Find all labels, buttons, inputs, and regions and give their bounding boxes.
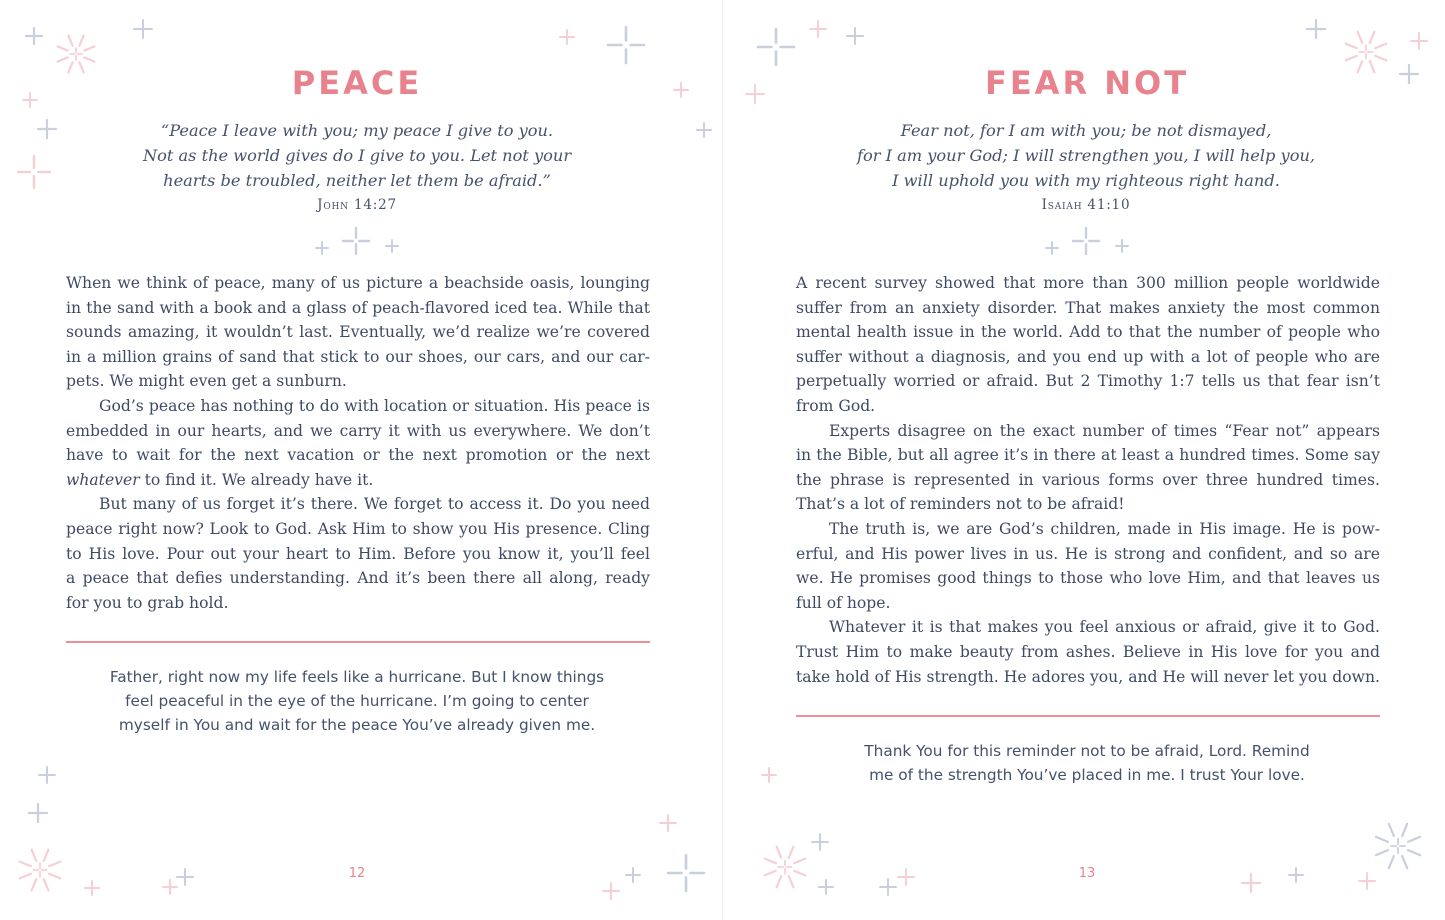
body-line — [66, 468, 650, 493]
body-line: erful, and His power lives in us. He is strong and confident, and so are — [796, 544, 1380, 563]
body-line: from God. — [796, 396, 876, 415]
body-line: mental health issue in the world. Add to that the number of people who — [796, 323, 1380, 342]
prayer-line: me of the strength You’ve placed in me. I trust Your love. — [869, 766, 1305, 784]
body-line: for you to grab hold. — [66, 593, 229, 612]
body-line: perpetually worried or afraid. But 2 Timothy 1:7 tells us that fear isn’t — [796, 372, 1380, 391]
body-line: That’s a lot of reminders not to be afraid! — [796, 495, 1125, 514]
body-line: we. He promises good things to those who love Him, and that leaves us — [796, 569, 1380, 588]
body-line: When we think of peace, many of us picture a beachside oasis, lounging — [66, 274, 650, 292]
verse-line: “Peace I leave with you; my peace I give to you. — [160, 121, 554, 140]
body-line: peace right now? Look to God. Ask Him to show you His presence. Cling — [66, 519, 650, 538]
body-line: sounds amazing, it wouldn’t last. Eventually, we’d realize we’re covered — [66, 323, 650, 342]
right-page — [723, 0, 1445, 920]
prayer-line: feel peaceful in the eye of the hurricane. I’m going to center — [125, 692, 589, 710]
body-line: The truth is, we are God’s children, made in His image. He is pow- — [829, 519, 1380, 538]
verse-line: Fear not, for I am with you; be not dismayed, — [900, 121, 1272, 140]
page-title: FEAR NOT — [984, 64, 1190, 102]
body-line: in the Bible, but all agree it’s in there at least a hundred times. Some say — [796, 446, 1380, 465]
body-line: Trust Him to make beauty from ashes. Believe in His love for you and — [796, 642, 1380, 661]
devotional-body — [66, 271, 650, 615]
prayer-text — [726, 739, 1445, 787]
prayer-line: myself in You and wait for the peace You’ve already given me. — [118, 716, 596, 734]
verse-line: I will uphold you with my righteous right hand. — [892, 171, 1280, 190]
body-line: in the sand with a book and a glass of peach-flavored iced tea. While that — [66, 298, 650, 317]
left-page — [0, 0, 722, 920]
scripture-quote — [725, 118, 1445, 193]
body-line-rest: to find it. We already have it. — [139, 470, 374, 489]
emphasis-word: whatever — [66, 470, 140, 489]
scripture-quote — [0, 118, 718, 193]
body-line: have to wait for the next vacation or the next promotion or the next — [66, 446, 650, 465]
body-line: in a million grains of sand that stick to our shoes, our cars, and our car- — [66, 347, 650, 366]
section-divider — [796, 715, 1380, 717]
page-number: 13 — [1078, 866, 1096, 881]
body-line: a peace that defies understanding. And it’s been there all along, ready — [66, 569, 650, 588]
body-line: Whatever it is that makes you feel anxious or afraid, give it to God. — [829, 618, 1380, 637]
section-divider — [66, 641, 650, 643]
sparkle-divider-icon — [1042, 226, 1132, 262]
body-line: to His love. Pour out your heart to Him. Before you know it, you’ll feel — [66, 544, 650, 563]
prayer-text — [0, 665, 718, 737]
body-line: But many of us forget it’s there. We forget to access it. Do you need — [99, 495, 650, 514]
sparkle-divider-icon — [312, 226, 402, 262]
prayer-line: Father, right now my life feels like a hurricane. But I know things — [109, 668, 605, 686]
body-line: Experts disagree on the exact number of times “Fear not” appears — [829, 421, 1380, 440]
body-line: suffer from an anxiety disorder. That makes anxiety the most common — [796, 298, 1380, 317]
body-line: suffer without a diagnosis, and you end up with a lot of people who are — [796, 347, 1380, 366]
verse-line: Not as the world gives do I give to you. Let not your — [142, 146, 572, 165]
body-line: embedded in our hearts, and we carry it with us everywhere. We don’t — [66, 421, 650, 440]
verse-line: for I am your God; I will strengthen you, I will help you, — [856, 146, 1316, 165]
scripture-reference: Isaiah 41:10 — [1041, 197, 1131, 213]
body-line: take hold of His strength. He adores you, and He will never let you down. — [796, 667, 1380, 686]
page-number: 12 — [348, 866, 366, 881]
body-line: A recent survey showed that more than 300 million people worldwide — [796, 274, 1380, 292]
scripture-reference: John 14:27 — [317, 197, 397, 213]
page-title: PEACE — [291, 64, 423, 102]
devotional-body — [796, 271, 1380, 689]
body-line: full of hope. — [796, 593, 891, 612]
body-line: pets. We might even get a sunburn. — [66, 372, 347, 391]
verse-line: hearts be troubled, neither let them be afraid.” — [163, 171, 551, 190]
body-line: the phrase is represented in various forms over three hundred times. — [796, 470, 1380, 489]
body-line: God’s peace has nothing to do with location or situation. His peace is — [99, 396, 650, 415]
prayer-line: Thank You for this reminder not to be afraid, Lord. Remind — [864, 742, 1310, 760]
